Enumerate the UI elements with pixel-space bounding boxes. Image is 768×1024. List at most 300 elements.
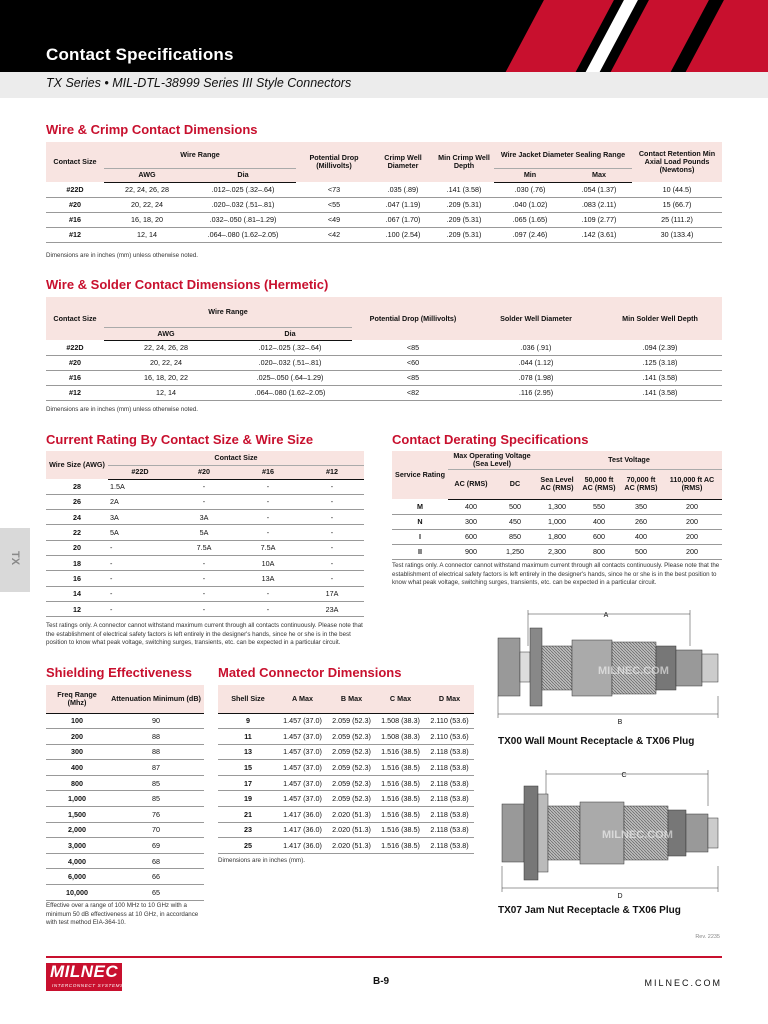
table-cell: .025–.050 (.64–1.29) bbox=[228, 370, 352, 385]
table-row bbox=[218, 744, 474, 760]
table-cell: .209 (5.31) bbox=[434, 197, 494, 212]
table-cell: 10,000 bbox=[46, 885, 108, 901]
table-row bbox=[46, 370, 722, 385]
table-cell: 1,500 bbox=[46, 807, 108, 823]
table-cell: 26 bbox=[46, 494, 108, 509]
table-cell: 1.457 (37.0) bbox=[278, 791, 327, 807]
current-header-12: #12 bbox=[300, 465, 364, 479]
table-cell: .083 (2.11) bbox=[566, 197, 632, 212]
table-cell: .030 (.76) bbox=[494, 182, 566, 197]
table-cell: 23 bbox=[218, 822, 278, 838]
table-cell: 30 (133.4) bbox=[632, 227, 722, 242]
table-cell: - bbox=[108, 586, 172, 601]
table-cell: 1.516 (38.5) bbox=[376, 807, 425, 823]
derating-header-max-voltage: Max Operating Voltage (Sea Level) bbox=[448, 451, 536, 469]
table-cell: 88 bbox=[108, 729, 204, 745]
table-cell: <85 bbox=[352, 370, 474, 385]
table-row bbox=[46, 479, 364, 494]
table-cell: <85 bbox=[352, 340, 474, 355]
table-cell: 1.516 (38.5) bbox=[376, 775, 425, 791]
table-cell: 1.457 (37.0) bbox=[278, 713, 327, 729]
table-cell: 1.457 (37.0) bbox=[278, 744, 327, 760]
mated-header-a: A Max bbox=[278, 685, 327, 713]
table-cell: - bbox=[300, 510, 364, 525]
derating-header-dc: DC bbox=[494, 469, 536, 499]
crimp-header-crimp-well-depth: Min Crimp Well Depth bbox=[434, 142, 494, 182]
table-cell: 25 bbox=[218, 838, 278, 854]
figure-tx07-jam-nut bbox=[494, 766, 722, 900]
table-row bbox=[46, 885, 204, 901]
derating-header-sea: Sea Level AC (RMS) bbox=[536, 469, 578, 499]
table-cell: 5A bbox=[172, 525, 236, 540]
table-cell: 2A bbox=[108, 494, 172, 509]
table-cell: 1,000 bbox=[46, 791, 108, 807]
derating-note: Test ratings only. A connector cannot withstand maximum current through all contacts continuously. Please note that the establishment of electrical safety factors is left entirely in the designer's hands, since he or she is in the best position to know what peak voltage, switching surges, transients, etc. can be expected in a particular circuit. bbox=[392, 562, 720, 587]
table-cell: 87 bbox=[108, 760, 204, 776]
table-cell: 2,000 bbox=[46, 822, 108, 838]
table-cell: 15 (66.7) bbox=[632, 197, 722, 212]
table-cell: 16 bbox=[46, 571, 108, 586]
table-cell: - bbox=[236, 525, 300, 540]
table-cell: .035 (.89) bbox=[372, 182, 434, 197]
table-row bbox=[46, 775, 204, 791]
table-cell: 25 (111.2) bbox=[632, 212, 722, 227]
mated-note: Dimensions are in inches (mm). bbox=[218, 857, 305, 864]
table-cell: - bbox=[172, 571, 236, 586]
table-cell: 1.516 (38.5) bbox=[376, 838, 425, 854]
table-cell: - bbox=[172, 586, 236, 601]
solder-header-well-depth: Min Solder Well Depth bbox=[598, 297, 722, 340]
table-cell: - bbox=[300, 525, 364, 540]
derating-header-ac: AC (RMS) bbox=[448, 469, 494, 499]
table-cell: 22, 24, 26, 28 bbox=[104, 340, 228, 355]
logo-subtext: INTERCONNECT SYSTEMS bbox=[52, 983, 124, 988]
table-cell: .116 (2.95) bbox=[474, 385, 598, 400]
table-cell: 2.118 (53.8) bbox=[425, 791, 474, 807]
table-cell: 28 bbox=[46, 479, 108, 494]
table-cell: #20 bbox=[46, 355, 104, 370]
table-cell: 1,000 bbox=[536, 514, 578, 529]
table-cell: 1.516 (38.5) bbox=[376, 760, 425, 776]
table-cell: .141 (3.58) bbox=[598, 385, 722, 400]
current-header-20: #20 bbox=[172, 465, 236, 479]
table-cell: 350 bbox=[620, 499, 662, 514]
table-cell: 1.5A bbox=[108, 479, 172, 494]
solder-header-wire-range: Wire Range bbox=[104, 297, 352, 327]
table-cell: - bbox=[108, 555, 172, 570]
table-cell: 68 bbox=[108, 853, 204, 869]
website-link[interactable]: MILNEC.COM bbox=[644, 978, 722, 988]
table-cell: I bbox=[392, 529, 448, 544]
table-cell: 23A bbox=[300, 601, 364, 616]
table-cell: .054 (1.37) bbox=[566, 182, 632, 197]
table-row bbox=[46, 853, 204, 869]
table-cell: .078 (1.98) bbox=[474, 370, 598, 385]
table-cell: 88 bbox=[108, 744, 204, 760]
table-cell: #12 bbox=[46, 227, 104, 242]
table-cell: .209 (5.31) bbox=[434, 212, 494, 227]
table-cell: 12, 14 bbox=[104, 227, 190, 242]
table-cell: 10 (44.5) bbox=[632, 182, 722, 197]
crimp-header-dia: Dia bbox=[190, 168, 296, 182]
table-cell: 20 bbox=[46, 540, 108, 555]
table-row bbox=[392, 499, 722, 514]
table-cell: 260 bbox=[620, 514, 662, 529]
table-row bbox=[46, 540, 364, 555]
table-row bbox=[46, 212, 722, 227]
table-cell: 1.417 (36.0) bbox=[278, 807, 327, 823]
table-cell: 65 bbox=[108, 885, 204, 901]
crimp-header-awg: AWG bbox=[104, 168, 190, 182]
solder-section-title: Wire & Solder Contact Dimensions (Hermetic) bbox=[46, 277, 329, 292]
table-row bbox=[46, 586, 364, 601]
table-cell: 70 bbox=[108, 822, 204, 838]
table-row bbox=[218, 729, 474, 745]
table-cell: 13 bbox=[218, 744, 278, 760]
table-cell: <42 bbox=[296, 227, 372, 242]
current-table bbox=[46, 451, 364, 617]
table-cell: 1.508 (38.3) bbox=[376, 713, 425, 729]
table-cell: 10A bbox=[236, 555, 300, 570]
table-cell: 2.020 (51.3) bbox=[327, 807, 376, 823]
table-cell: #20 bbox=[46, 197, 104, 212]
table-row bbox=[46, 822, 204, 838]
table-row bbox=[218, 822, 474, 838]
solder-header-dia: Dia bbox=[228, 327, 352, 340]
table-cell: 2.118 (53.8) bbox=[425, 807, 474, 823]
figure-tx00-wall-mount bbox=[494, 606, 722, 732]
derating-section-title: Contact Derating Specifications bbox=[392, 432, 589, 447]
table-cell: - bbox=[108, 601, 172, 616]
current-header-wire-size: Wire Size (AWG) bbox=[46, 451, 108, 479]
solder-note: Dimensions are in inches (mm) unless otherwise noted. bbox=[46, 406, 199, 413]
table-cell: .209 (5.31) bbox=[434, 227, 494, 242]
table-cell: .100 (2.54) bbox=[372, 227, 434, 242]
table-cell: .142 (3.61) bbox=[566, 227, 632, 242]
table-cell: 300 bbox=[46, 744, 108, 760]
table-cell: 1,250 bbox=[494, 544, 536, 559]
table-cell: 500 bbox=[494, 499, 536, 514]
table-cell: - bbox=[300, 571, 364, 586]
solder-header-well-dia: Solder Well Diameter bbox=[474, 297, 598, 340]
table-row bbox=[46, 197, 722, 212]
table-cell: 600 bbox=[448, 529, 494, 544]
table-cell: .040 (1.02) bbox=[494, 197, 566, 212]
table-cell: 13A bbox=[236, 571, 300, 586]
figure-watermark: MILNEC.COM bbox=[598, 665, 669, 677]
table-cell: 1.516 (38.5) bbox=[376, 822, 425, 838]
table-cell: - bbox=[300, 555, 364, 570]
table-cell: .109 (2.77) bbox=[566, 212, 632, 227]
solder-header-potential-drop: Potential Drop (Millivolts) bbox=[352, 297, 474, 340]
dimension-label-c: C bbox=[621, 772, 627, 779]
table-cell: II bbox=[392, 544, 448, 559]
table-cell: 100 bbox=[46, 713, 108, 729]
table-cell: 200 bbox=[662, 499, 722, 514]
table-row bbox=[46, 713, 204, 729]
table-cell: 14 bbox=[46, 586, 108, 601]
page-title: Contact Specifications bbox=[46, 45, 234, 64]
table-cell: .094 (2.39) bbox=[598, 340, 722, 355]
table-cell: - bbox=[108, 540, 172, 555]
table-cell: #22D bbox=[46, 182, 104, 197]
table-row bbox=[46, 555, 364, 570]
table-row bbox=[46, 791, 204, 807]
table-cell: 2.118 (53.8) bbox=[425, 838, 474, 854]
current-header-16: #16 bbox=[236, 465, 300, 479]
table-row bbox=[46, 525, 364, 540]
table-cell: 11 bbox=[218, 729, 278, 745]
table-row bbox=[46, 571, 364, 586]
table-cell: 1,800 bbox=[536, 529, 578, 544]
table-cell: N bbox=[392, 514, 448, 529]
crimp-header-size: Contact Size bbox=[46, 142, 104, 182]
table-cell: 1.516 (38.5) bbox=[376, 744, 425, 760]
table-row bbox=[46, 807, 204, 823]
table-row bbox=[46, 182, 722, 197]
table-cell: 800 bbox=[46, 775, 108, 791]
table-cell: 15 bbox=[218, 760, 278, 776]
table-cell: .020–.032 (.51–.81) bbox=[190, 197, 296, 212]
table-cell: 1.457 (37.0) bbox=[278, 775, 327, 791]
table-cell: .044 (1.12) bbox=[474, 355, 598, 370]
table-cell: M bbox=[392, 499, 448, 514]
table-cell: 2.059 (52.3) bbox=[327, 729, 376, 745]
table-cell: #22D bbox=[46, 340, 104, 355]
table-cell: 1.417 (36.0) bbox=[278, 822, 327, 838]
table-cell: <55 bbox=[296, 197, 372, 212]
table-cell: 400 bbox=[46, 760, 108, 776]
revision-label: Rev. 2235 bbox=[695, 934, 720, 940]
shielding-note: Effective over a range of 100 MHz to 10 GHz with a minimum 50 dB effectiveness at 10 GHz, in accordance with test method EIA-364-10. bbox=[46, 902, 199, 927]
table-cell: 16, 18, 20 bbox=[104, 212, 190, 227]
dimension-label-a: A bbox=[603, 612, 609, 619]
crimp-header-jacket: Wire Jacket Diameter Sealing Range bbox=[494, 142, 632, 168]
table-row bbox=[218, 760, 474, 776]
table-cell: .020–.032 (.51–.81) bbox=[228, 355, 352, 370]
derating-header-service: Service Rating bbox=[392, 451, 448, 499]
side-tab-label: TX bbox=[9, 550, 22, 566]
table-cell: 85 bbox=[108, 775, 204, 791]
table-cell: .012–.025 (.32–.64) bbox=[190, 182, 296, 197]
table-row bbox=[392, 544, 722, 559]
derating-header-test-voltage: Test Voltage bbox=[536, 451, 722, 469]
table-cell: 21 bbox=[218, 807, 278, 823]
crimp-table bbox=[46, 142, 722, 243]
mated-header-b: B Max bbox=[327, 685, 376, 713]
table-cell: 2.118 (53.8) bbox=[425, 822, 474, 838]
table-cell: 17 bbox=[218, 775, 278, 791]
table-cell: - bbox=[300, 479, 364, 494]
current-header-22d: #22D bbox=[108, 465, 172, 479]
table-cell: 69 bbox=[108, 838, 204, 854]
crimp-header-wire-range: Wire Range bbox=[104, 142, 296, 168]
table-cell: 20, 22, 24 bbox=[104, 197, 190, 212]
crimp-header-potential-drop: Potential Drop (Millivolts) bbox=[296, 142, 372, 182]
mated-header-shell: Shell Size bbox=[218, 685, 278, 713]
table-cell: 1.516 (38.5) bbox=[376, 791, 425, 807]
table-cell: .125 (3.18) bbox=[598, 355, 722, 370]
table-row bbox=[218, 838, 474, 854]
table-cell: 1.457 (37.0) bbox=[278, 729, 327, 745]
table-cell: 400 bbox=[620, 529, 662, 544]
derating-header-110k: 110,000 ft AC (RMS) bbox=[662, 469, 722, 499]
table-cell: <73 bbox=[296, 182, 372, 197]
table-cell: - bbox=[236, 586, 300, 601]
table-row bbox=[46, 494, 364, 509]
table-row bbox=[46, 355, 722, 370]
crimp-header-max: Max bbox=[566, 168, 632, 182]
table-cell: 6,000 bbox=[46, 869, 108, 885]
table-cell: 9 bbox=[218, 713, 278, 729]
table-cell: 2.059 (52.3) bbox=[327, 744, 376, 760]
current-header-contact-size: Contact Size bbox=[108, 451, 364, 465]
shielding-table bbox=[46, 685, 204, 901]
table-cell: .064–.080 (1.62–2.05) bbox=[190, 227, 296, 242]
table-cell: #12 bbox=[46, 385, 104, 400]
table-row bbox=[46, 744, 204, 760]
table-cell: 400 bbox=[448, 499, 494, 514]
crimp-header-crimp-well-dia: Crimp Well Diameter bbox=[372, 142, 434, 182]
shielding-header-att: Attenuation Minimum (dB) bbox=[108, 685, 204, 713]
mated-header-d: D Max bbox=[425, 685, 474, 713]
table-cell: 3,000 bbox=[46, 838, 108, 854]
table-row bbox=[392, 514, 722, 529]
table-row bbox=[46, 340, 722, 355]
crimp-note: Dimensions are in inches (mm) unless otherwise noted. bbox=[46, 252, 199, 259]
table-cell: 2,300 bbox=[536, 544, 578, 559]
table-cell: 76 bbox=[108, 807, 204, 823]
table-cell: 3A bbox=[108, 510, 172, 525]
table-cell: .097 (2.46) bbox=[494, 227, 566, 242]
table-cell: 200 bbox=[662, 529, 722, 544]
table-cell: 2.118 (53.8) bbox=[425, 775, 474, 791]
table-cell: 5A bbox=[108, 525, 172, 540]
table-cell: - bbox=[172, 555, 236, 570]
table-cell: 500 bbox=[620, 544, 662, 559]
table-row bbox=[218, 807, 474, 823]
mated-section-title: Mated Connector Dimensions bbox=[218, 665, 402, 680]
table-cell: 550 bbox=[578, 499, 620, 514]
table-cell: .047 (1.19) bbox=[372, 197, 434, 212]
table-cell: 66 bbox=[108, 869, 204, 885]
table-cell: 19 bbox=[218, 791, 278, 807]
table-cell: .036 (.91) bbox=[474, 340, 598, 355]
table-cell: 850 bbox=[494, 529, 536, 544]
mated-header-c: C Max bbox=[376, 685, 425, 713]
page-subtitle: TX Series • MIL-DTL-38999 Series III Style Connectors bbox=[46, 76, 352, 90]
table-cell: 22, 24, 26, 28 bbox=[104, 182, 190, 197]
table-cell: .064–.080 (1.62–2.05) bbox=[228, 385, 352, 400]
table-cell: <60 bbox=[352, 355, 474, 370]
table-cell: 2.059 (52.3) bbox=[327, 713, 376, 729]
table-cell: 2.118 (53.8) bbox=[425, 760, 474, 776]
table-row bbox=[46, 869, 204, 885]
current-section-title: Current Rating By Contact Size & Wire Size bbox=[46, 432, 314, 447]
table-cell: 90 bbox=[108, 713, 204, 729]
table-row bbox=[218, 775, 474, 791]
solder-header-size: Contact Size bbox=[46, 297, 104, 340]
table-cell: - bbox=[236, 494, 300, 509]
table-cell: .012–.025 (.32–.64) bbox=[228, 340, 352, 355]
table-cell: #16 bbox=[46, 370, 104, 385]
figure-caption-tx00: TX00 Wall Mount Receptacle & TX06 Plug bbox=[498, 736, 695, 747]
table-row bbox=[46, 838, 204, 854]
derating-header-70k: 70,000 ft AC (RMS) bbox=[620, 469, 662, 499]
table-cell: 2.059 (52.3) bbox=[327, 760, 376, 776]
table-cell: 2.110 (53.6) bbox=[425, 729, 474, 745]
table-cell: 85 bbox=[108, 791, 204, 807]
table-cell: 24 bbox=[46, 510, 108, 525]
figure-watermark: MILNEC.COM bbox=[602, 829, 673, 841]
table-row bbox=[46, 510, 364, 525]
table-row bbox=[46, 760, 204, 776]
table-cell: 300 bbox=[448, 514, 494, 529]
table-cell: 3A bbox=[172, 510, 236, 525]
table-cell: 20, 22, 24 bbox=[104, 355, 228, 370]
solder-header-awg: AWG bbox=[104, 327, 228, 340]
table-cell: - bbox=[108, 571, 172, 586]
table-row bbox=[46, 385, 722, 400]
table-cell: 2.059 (52.3) bbox=[327, 791, 376, 807]
table-cell: 2.059 (52.3) bbox=[327, 775, 376, 791]
table-cell: 900 bbox=[448, 544, 494, 559]
table-cell: - bbox=[300, 540, 364, 555]
table-cell: 200 bbox=[46, 729, 108, 745]
table-cell: 200 bbox=[662, 544, 722, 559]
shielding-section-title: Shielding Effectiveness bbox=[46, 665, 192, 680]
crimp-header-min: Min bbox=[494, 168, 566, 182]
table-cell: 1,300 bbox=[536, 499, 578, 514]
table-cell: - bbox=[236, 601, 300, 616]
page-number: B-9 bbox=[373, 976, 390, 987]
table-cell: 2.118 (53.8) bbox=[425, 744, 474, 760]
table-cell: 16, 18, 20, 22 bbox=[104, 370, 228, 385]
table-cell: 400 bbox=[578, 514, 620, 529]
table-cell: - bbox=[172, 601, 236, 616]
table-row bbox=[218, 791, 474, 807]
table-cell: 17A bbox=[300, 586, 364, 601]
crimp-section-title: Wire & Crimp Contact Dimensions bbox=[46, 122, 258, 137]
table-cell: 600 bbox=[578, 529, 620, 544]
dimension-label-d: D bbox=[617, 893, 623, 900]
table-cell: 4,000 bbox=[46, 853, 108, 869]
table-cell: 12 bbox=[46, 601, 108, 616]
table-cell: 1.457 (37.0) bbox=[278, 760, 327, 776]
table-cell: 12, 14 bbox=[104, 385, 228, 400]
logo-text: MILNEC bbox=[50, 962, 119, 981]
crimp-header-retention: Contact Retention Min Axial Load Pounds (Newtons) bbox=[632, 142, 722, 182]
table-cell: 18 bbox=[46, 555, 108, 570]
table-cell: - bbox=[172, 494, 236, 509]
mated-table bbox=[218, 685, 474, 854]
current-note: Test ratings only. A connector cannot withstand maximum current through all contacts continuously. Please note that the establishment of electrical safety factors is left entirely in the designer's hands, since he or she is in the best position to know what peak voltage, switching surges, transients, etc. can be expected in a particular circuit. bbox=[46, 622, 363, 647]
table-row bbox=[46, 227, 722, 242]
table-cell: - bbox=[172, 479, 236, 494]
solder-table bbox=[46, 297, 722, 401]
table-row bbox=[218, 713, 474, 729]
table-cell: 2.110 (53.6) bbox=[425, 713, 474, 729]
table-cell: #16 bbox=[46, 212, 104, 227]
table-cell: 450 bbox=[494, 514, 536, 529]
table-cell: <82 bbox=[352, 385, 474, 400]
table-cell: .032–.050 (.81–1.29) bbox=[190, 212, 296, 227]
derating-header-50k: 50,000 ft AC (RMS) bbox=[578, 469, 620, 499]
table-cell: .141 (3.58) bbox=[598, 370, 722, 385]
shielding-header-freq: Freq Range (Mhz) bbox=[46, 685, 108, 713]
table-cell: 200 bbox=[662, 514, 722, 529]
dimension-label-b: B bbox=[617, 719, 623, 726]
